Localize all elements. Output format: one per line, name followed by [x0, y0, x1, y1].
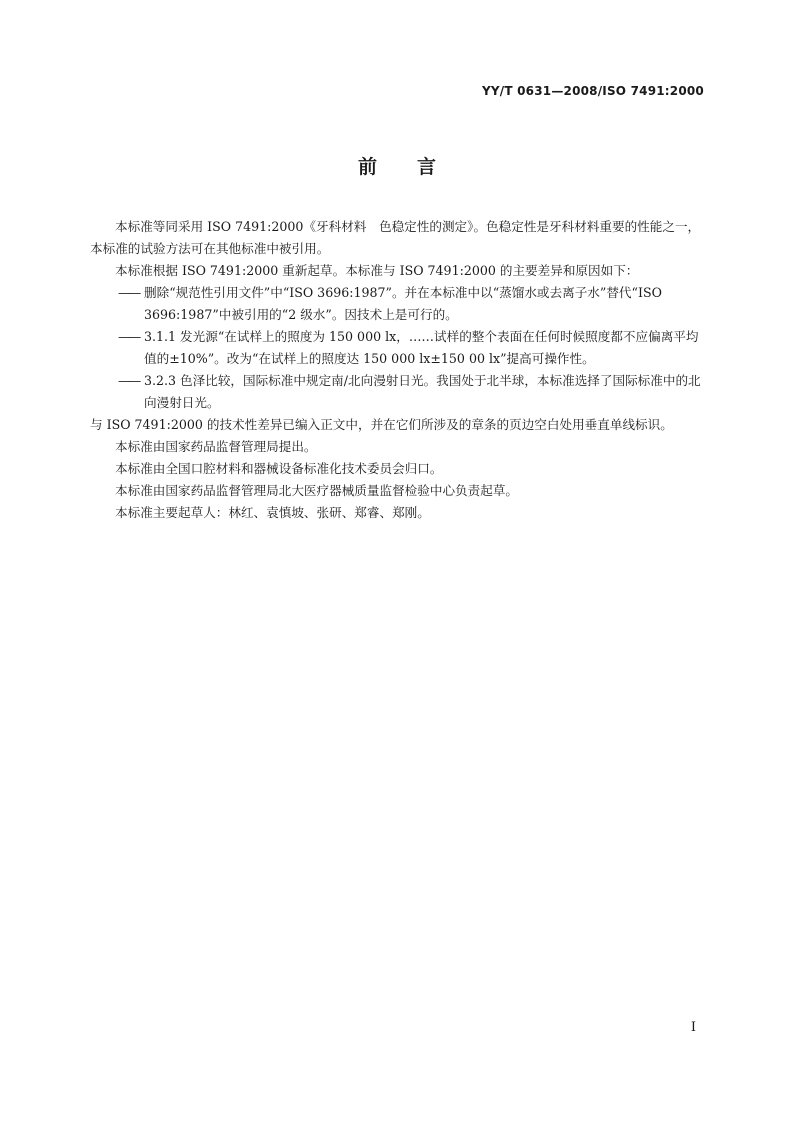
- list-item-text: 3.2.3 色泽比较，国际标准中规定南/北向漫射日光。我国处于北半球，本标准选择了国际标准中的北向漫射日光。: [144, 373, 701, 410]
- paragraph-proposed-by: 本标准由国家药品监督管理局提出。: [115, 439, 317, 454]
- paragraph-difference-note: 与 ISO 7491:2000 的技术性差异已编入正文中，并在它们所涉及的章条的页边空白处用垂直单线标识。: [90, 417, 673, 432]
- paragraph-drafters: 本标准主要起草人：林红、袁慎坡、张研、郑睿、郑刚。: [115, 505, 430, 520]
- dash-marker: ——: [118, 285, 140, 300]
- paragraph-drafted-by: 本标准由国家药品监督管理局北大医疗器械质量监督检验中心负责起草。: [115, 483, 518, 498]
- list-item-text: 删除“规范性引用文件”中“ISO 3696:1987”。并在本标准中以“蒸馏水或去离子水”替代“ISO 3696:1987”中被引用的“2 级水”。因技术上是可行的。: [144, 285, 662, 322]
- paragraph-differences-intro: 本标准根据 ISO 7491:2000 重新起草。本标准与 ISO 7491:2000 的主要差异和原因如下：: [115, 263, 639, 278]
- standard-code-header: YY/T 0631—2008/ISO 7491:2000: [482, 84, 704, 98]
- foreword-body: [90, 216, 704, 524]
- dash-marker: ——: [118, 373, 140, 388]
- list-item: [90, 326, 704, 370]
- paragraph-adoption: 本标准等同采用 ISO 7491:2000《牙科材料 色稳定性的测定》。色稳定性是牙科材料重要的性能之一，本标准的试验方法可在其他标准中被引用。: [90, 219, 701, 256]
- list-item-text: 3.1.1 发光源“在试样上的照度为 150 000 lx，……试样的整个表面在任何时候照度都不应偏离平均值的±10%”。改为“在试样上的照度达 150 000 lx±150 00 lx”提高可操作性。: [144, 329, 699, 366]
- dash-marker: ——: [118, 329, 140, 344]
- page-title: 前言: [357, 156, 476, 178]
- paragraph-centralized-by: 本标准由全国口腔材料和器械设备标准化技术委员会归口。: [115, 461, 443, 476]
- page-number: I: [690, 1020, 696, 1035]
- list-item: [90, 370, 704, 414]
- list-item: [90, 282, 704, 326]
